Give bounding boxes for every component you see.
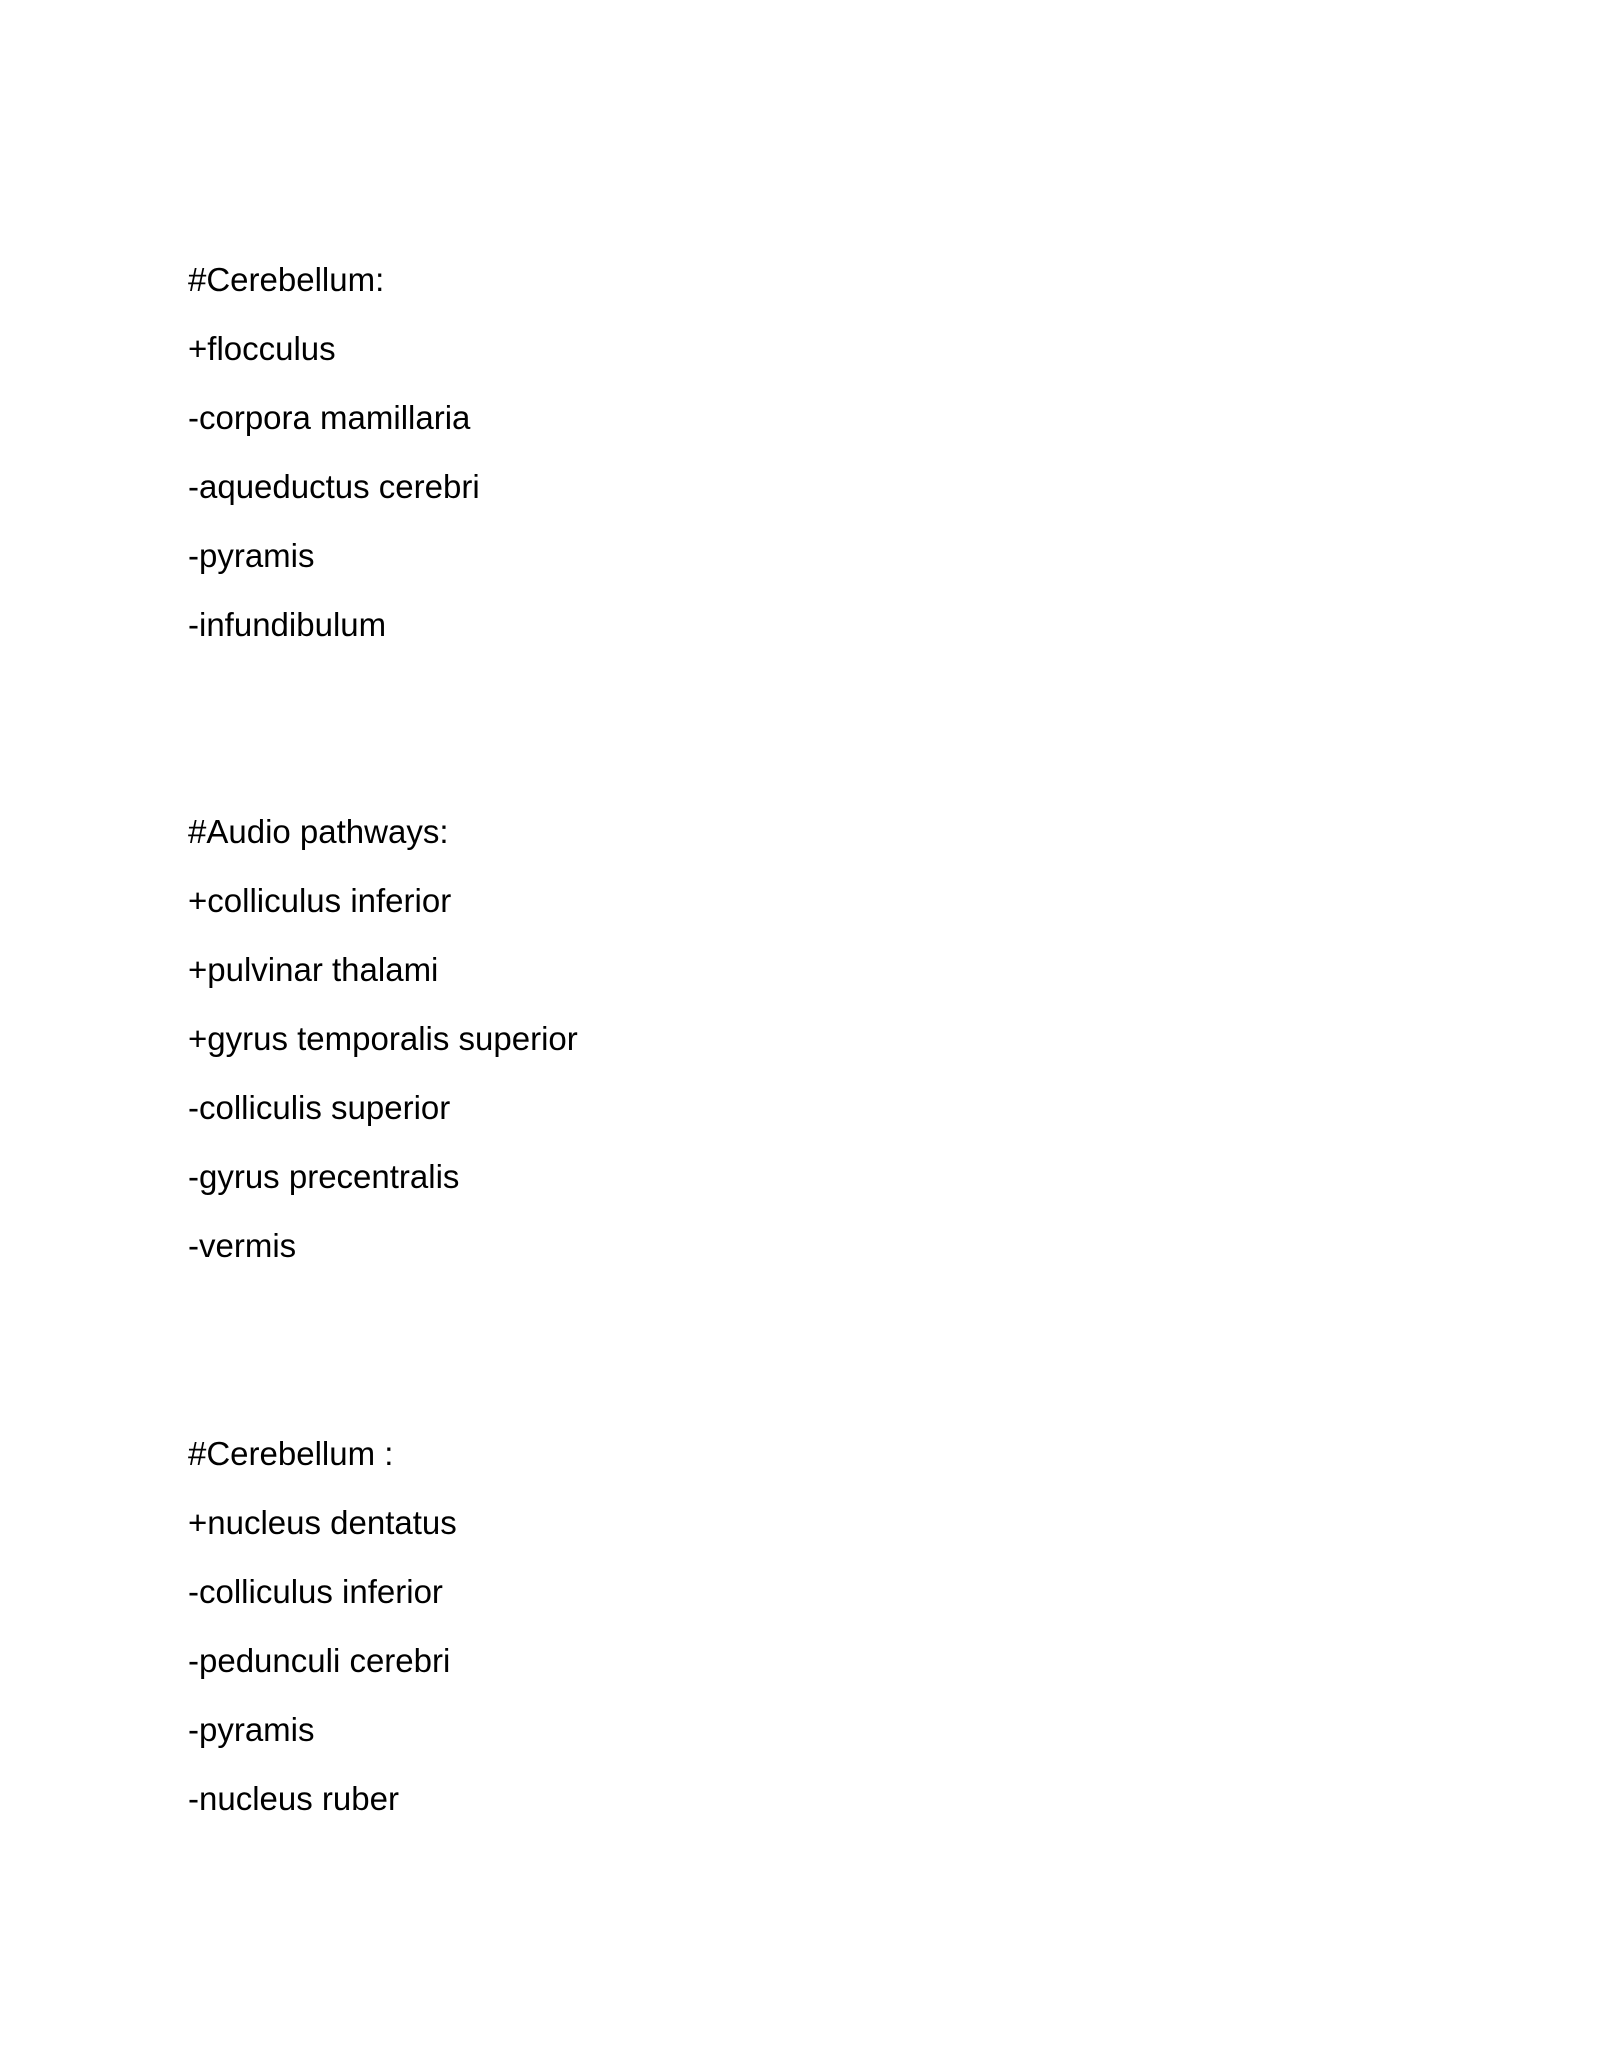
answer-option: -pyramis xyxy=(188,537,315,574)
question-block-cerebellum-1 xyxy=(188,245,1388,659)
answer-option: +pulvinar thalami xyxy=(188,951,439,988)
answer-option: -infundibulum xyxy=(188,606,387,643)
answer-option: -corpora mamillaria xyxy=(188,399,471,436)
section-heading: #Cerebellum: xyxy=(188,261,385,298)
answer-option: +colliculus inferior xyxy=(188,882,452,919)
question-block-audio-pathways xyxy=(188,797,1388,1280)
answer-option: -colliculis superior xyxy=(188,1089,451,1126)
section-heading: #Cerebellum : xyxy=(188,1435,394,1472)
answer-option: -pyramis xyxy=(188,1711,315,1748)
question-block-cerebellum-2 xyxy=(188,1419,1388,1833)
answer-option: -pedunculi cerebri xyxy=(188,1642,451,1679)
answer-option: -vermis xyxy=(188,1227,297,1264)
answer-option: -colliculus inferior xyxy=(188,1573,443,1610)
answer-option: +nucleus dentatus xyxy=(188,1504,457,1541)
answer-option: -aqueductus cerebri xyxy=(188,468,480,505)
answer-option: +flocculus xyxy=(188,330,336,367)
answer-option: +gyrus temporalis superior xyxy=(188,1020,578,1057)
answer-option: -nucleus ruber xyxy=(188,1780,399,1817)
answer-option: -gyrus precentralis xyxy=(188,1158,460,1195)
section-heading: #Audio pathways: xyxy=(188,813,449,850)
